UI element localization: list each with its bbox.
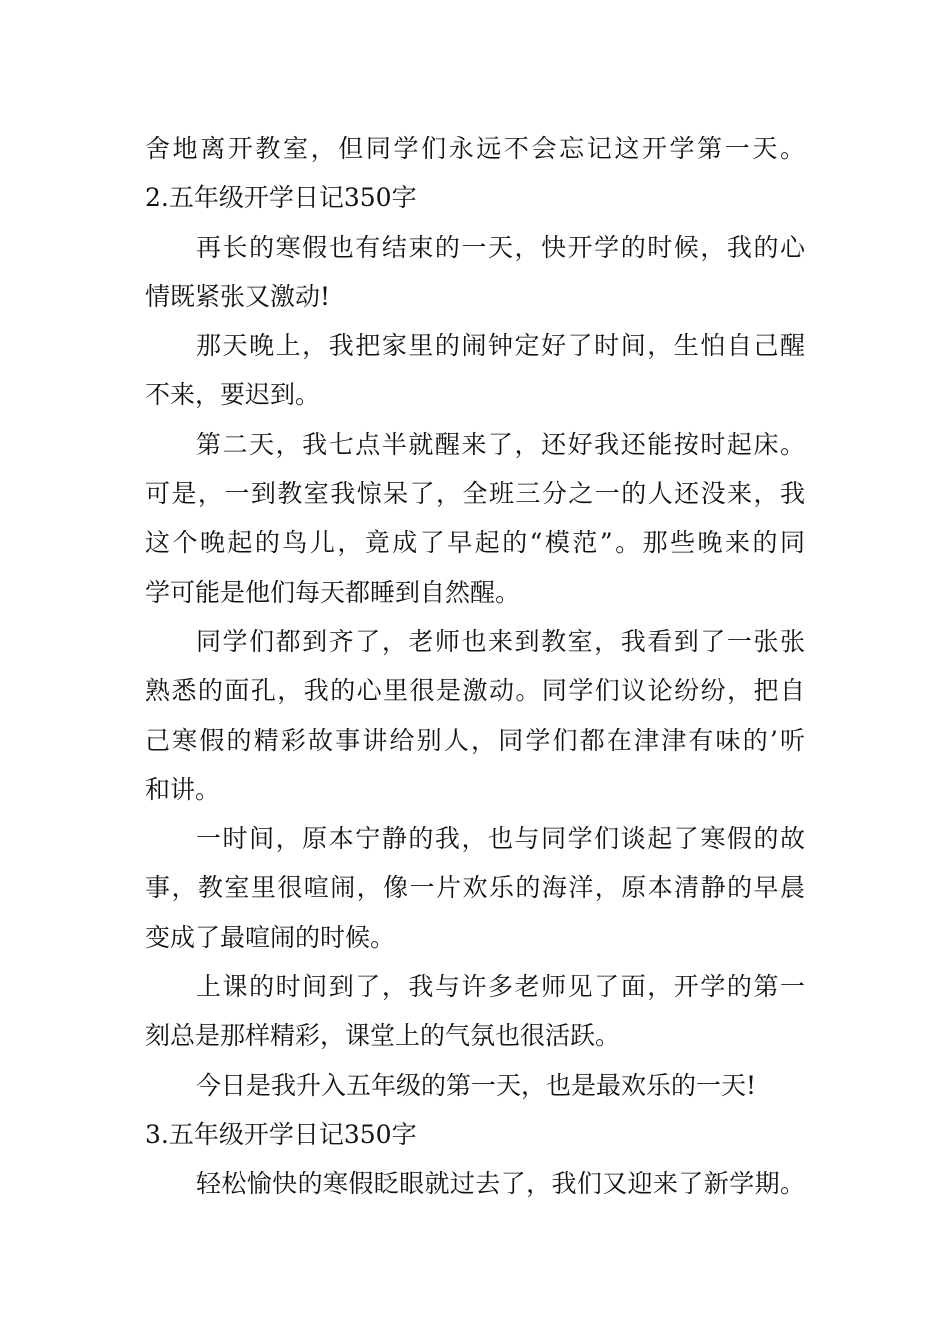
- paragraph-line: 这个晚起的鸟儿，竟成了早起的“模范”。那些晚来的同: [145, 528, 805, 558]
- paragraph-line: 和讲。: [145, 774, 221, 804]
- paragraph-line: 第二天，我七点半就醒来了，还好我还能按时起床。: [196, 429, 805, 459]
- paragraph-line: 己寒假的精彩故事讲给别人，同学们都在津津有味的’听: [145, 725, 805, 755]
- section-heading: 2.五年级开学日记350字: [145, 183, 417, 213]
- paragraph-line: 刻总是那样精彩，课堂上的气氛也很活跃。: [145, 1021, 621, 1051]
- paragraph-line: 情既紧张又激动!: [145, 281, 331, 311]
- document-body: [145, 124, 805, 1209]
- paragraph-line: 变成了最喧闹的时候。: [145, 922, 396, 952]
- paragraph-line: 上课的时间到了，我与许多老师见了面，开学的第一: [196, 972, 805, 1002]
- paragraph-line: 同学们都到齐了，老师也来到教室，我看到了一张张: [196, 626, 805, 656]
- paragraph-line: 不来，要迟到。: [145, 380, 321, 410]
- paragraph-line: 轻松愉快的寒假眨眼就过去了，我们又迎来了新学期。: [196, 1169, 805, 1199]
- paragraph-line: 熟悉的面孔，我的心里很是激动。同学们议论纷纷，把自: [145, 676, 805, 706]
- paragraph-line: 事，教室里很喧闹，像一片欢乐的海洋，原本清静的早晨: [145, 873, 805, 903]
- paragraph-line: 舍地离开教室，但同学们永远不会忘记这开学第一天。: [145, 134, 805, 163]
- section-heading: 3.五年级开学日记350字: [145, 1119, 417, 1149]
- paragraph-line: 一时间，原本宁静的我，也与同学们谈起了寒假的故: [196, 824, 805, 854]
- paragraph-line: 学可能是他们每天都睡到自然醒。: [145, 577, 521, 607]
- paragraph-line: 再长的寒假也有结束的一天，快开学的时候，我的心: [196, 232, 805, 262]
- paragraph-line: 那天晚上，我把家里的闹钟定好了时间，生怕自己醒: [196, 331, 805, 361]
- paragraph-line: 可是，一到教室我惊呆了，全班三分之一的人还没来，我: [145, 479, 805, 509]
- paragraph-line: 今日是我升入五年级的第一天，也是最欢乐的一天!: [196, 1070, 757, 1100]
